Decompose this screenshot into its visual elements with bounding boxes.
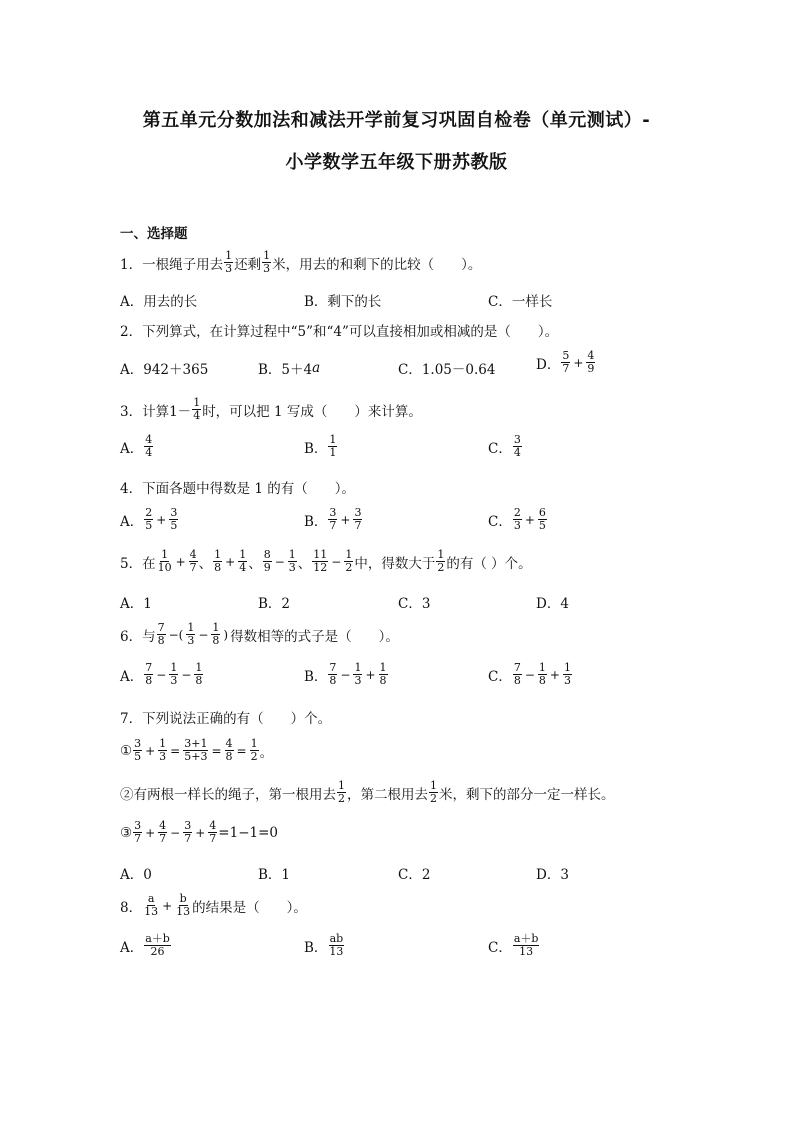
q3-b-prefix: B．	[304, 440, 328, 457]
q4-c-fraction-2: $\frac{6}{5}$	[538, 506, 546, 532]
q6-a-fraction-1: $\frac{7}{8}$	[145, 661, 153, 687]
q6-a-fraction-3: $\frac{1}{8}$	[195, 661, 203, 687]
q4-option-b[interactable]	[304, 507, 363, 532]
q4-a-prefix: A．	[120, 513, 144, 530]
q5-e1-fraction-1: $\frac{1}{10}$	[157, 548, 172, 574]
q6-b-prefix: B．	[304, 668, 328, 685]
q6-c-fraction-3: $\frac{1}{3}$	[563, 661, 571, 687]
q7-statement-2	[120, 780, 615, 805]
q6-fraction-1: $\frac{7}{8}$	[157, 621, 165, 647]
q6-b-fraction-2: $\frac{1}{3}$	[354, 661, 362, 687]
q3-text-1: 3．计算1－	[120, 403, 192, 420]
question-1	[120, 250, 481, 275]
section-heading: 一、选择题	[120, 226, 188, 242]
q3-option-b[interactable]	[304, 434, 338, 459]
q4-a-fraction-1: $\frac{2}{5}$	[145, 506, 153, 532]
q4-b-fraction-2: $\frac{3}{7}$	[354, 506, 362, 532]
q8-fraction-1: $\frac{a}{13}$	[144, 892, 159, 918]
q6-b-fraction-1: $\frac{7}{8}$	[329, 661, 337, 687]
q7-s2-text-2: ，第二根用去	[347, 786, 428, 803]
q6-fraction-3: $\frac{1}{8}$	[212, 621, 220, 647]
q3-b-fraction: $\frac{1}{1}$	[329, 433, 337, 459]
q4-c-fraction-1: $\frac{2}{3}$	[513, 506, 521, 532]
q5-separator-1: 、	[198, 555, 213, 572]
q2-d-fraction-2: $\frac{4}{9}$	[587, 349, 595, 375]
q7-s3-operator-3: +	[195, 825, 206, 840]
q4-c-prefix: C．	[488, 513, 512, 530]
q6-a-fraction-2: $\frac{1}{3}$	[170, 661, 178, 687]
q1-text-2: 还剩	[234, 256, 262, 273]
q8-option-a[interactable]	[120, 933, 172, 958]
q7-option-b[interactable]: B．1	[258, 867, 291, 883]
q6-text-1: 6．与	[120, 628, 156, 645]
q6-a-operator-1: −	[156, 667, 167, 682]
q7-s3-fraction-2: $\frac{4}{7}$	[159, 819, 167, 845]
q1-option-a[interactable]: A．用去的长	[120, 294, 198, 310]
q5-e1-operator: +	[175, 554, 186, 569]
q2-d-fraction-1: $\frac{5}{7}$	[562, 349, 570, 375]
q5-e4-fraction-1: $\frac{11}{12}$	[313, 548, 328, 574]
q5-option-a[interactable]: A．1	[120, 596, 152, 612]
q7-s2-fraction-2: $\frac{1}{2}$	[430, 779, 437, 805]
q7-s1-marker: ①	[120, 742, 133, 759]
q6-c-operator-1: −	[524, 667, 535, 682]
q5-e4-fraction-2: $\frac{1}{2}$	[345, 548, 353, 574]
q6-a-prefix: A．	[120, 668, 144, 685]
q2-option-b-variable: a	[312, 360, 321, 376]
q4-c-operator: +	[524, 512, 535, 527]
q5-separator-3: 、	[297, 555, 312, 572]
question-2: 2．下列算式，在计算过程中“5”和“4”可以直接相加或相减的是（ ）。	[120, 324, 559, 340]
q7-s3-end: =1−1=0	[218, 824, 278, 841]
q5-option-b[interactable]: B．2	[258, 596, 291, 612]
q8-operator: +	[162, 898, 173, 913]
q3-fraction: $\frac{1}{4}$	[193, 396, 201, 422]
q7-s3-fraction-4: $\frac{4}{7}$	[209, 819, 217, 845]
q7-s1-fraction-2: $\frac{1}{3}$	[159, 737, 167, 763]
q7-option-d[interactable]: D．3	[536, 867, 569, 883]
q7-statement-1	[120, 738, 273, 763]
q3-text-2: 时，可以把 1 写成（ ）来计算。	[202, 403, 422, 420]
q2-option-d-prefix: D．	[536, 356, 561, 373]
q6-c-operator-2: +	[549, 667, 560, 682]
question-6	[120, 622, 399, 647]
question-5	[120, 549, 532, 574]
q3-option-c[interactable]	[488, 434, 523, 459]
q8-option-b[interactable]	[304, 933, 345, 958]
q6-option-b[interactable]	[304, 662, 389, 687]
q8-number: 8．	[120, 899, 143, 916]
q1-number: 1．	[120, 256, 143, 273]
q7-s1-fraction-1: $\frac{3}{5}$	[134, 737, 142, 763]
q4-option-a[interactable]	[120, 507, 179, 532]
q5-e3-fraction-1: $\frac{8}{9}$	[263, 548, 271, 574]
q7-s1-operator-3: =	[211, 743, 222, 758]
q3-c-fraction: $\frac{3}{4}$	[513, 433, 521, 459]
q8-c-fraction: $\frac{a+b}{13}$	[513, 932, 539, 958]
q6-c-fraction-1: $\frac{7}{8}$	[513, 661, 521, 687]
q5-fraction-half: $\frac{1}{2}$	[437, 548, 445, 574]
q6-c-fraction-2: $\frac{1}{8}$	[538, 661, 546, 687]
q7-s1-operator-4: =	[236, 743, 247, 758]
question-3	[120, 397, 422, 422]
q6-c-prefix: C．	[488, 668, 512, 685]
q6-operator-3: )	[223, 627, 229, 642]
q5-option-c[interactable]: C．3	[398, 596, 431, 612]
q7-s2-text-1: ②有两根一样长的绳子，第一根用去	[120, 786, 336, 803]
q5-text-3: 的有（ ）个。	[446, 555, 532, 572]
q2-d-operator: +	[573, 355, 584, 370]
q4-b-fraction-1: $\frac{3}{7}$	[329, 506, 337, 532]
title-line-2: 小学数学五年级下册苏教版	[285, 152, 508, 173]
q6-text-2: 得数相等的式子是（ ）。	[230, 628, 399, 645]
q8-b-fraction: $\frac{ab}{13}$	[329, 932, 344, 958]
q6-b-fraction-3: $\frac{1}{8}$	[379, 661, 387, 687]
q2-option-b[interactable]	[258, 358, 320, 378]
q4-a-operator: +	[156, 512, 167, 527]
q6-fraction-2: $\frac{1}{3}$	[187, 621, 195, 647]
q5-e3-operator: −	[274, 554, 285, 569]
q3-option-a[interactable]	[120, 434, 154, 459]
question-4: 4．下面各题中得数是 1 的有（ ）。	[120, 481, 356, 497]
q5-e3-fraction-2: $\frac{1}{3}$	[288, 548, 296, 574]
q2-option-d[interactable]	[536, 350, 596, 375]
q8-a-fraction: $\frac{a+b}{26}$	[145, 932, 170, 958]
q2-option-c[interactable]: C．1.05－0.64	[398, 362, 496, 378]
q1-option-b[interactable]: B．剩下的长	[304, 294, 382, 310]
q4-a-fraction-2: $\frac{3}{5}$	[170, 506, 178, 532]
q5-e2-fraction-1: $\frac{1}{8}$	[214, 548, 222, 574]
question-7: 7．下列说法正确的有（ ）个。	[120, 711, 332, 727]
q8-a-prefix: A．	[120, 939, 144, 956]
q7-option-c[interactable]: C．2	[398, 867, 431, 883]
q7-s1-fraction-5: $\frac{1}{2}$	[250, 737, 258, 763]
q7-s1-operator-1: +	[145, 743, 156, 758]
q8-fraction-2: $\frac{b}{13}$	[176, 892, 191, 918]
q6-option-a[interactable]	[120, 662, 204, 687]
q7-s3-fraction-3: $\frac{3}{7}$	[184, 819, 192, 845]
q2-option-b-prefix: B．5＋4	[258, 362, 313, 378]
q7-s3-operator-2: −	[170, 825, 181, 840]
q6-b-operator-1: −	[340, 667, 351, 682]
q7-s1-fraction-3: $\frac{3+1}{5+3}$	[184, 737, 208, 763]
q1-fraction-2: $\frac{1}{3}$	[263, 249, 271, 275]
q6-b-operator-2: +	[365, 667, 376, 682]
q8-option-c[interactable]	[488, 933, 540, 958]
q6-a-operator-2: −	[181, 667, 192, 682]
q5-separator-2: 、	[248, 555, 262, 572]
q1-fraction-1: $\frac{1}{3}$	[225, 249, 233, 275]
q6-operator-2: −	[198, 627, 209, 642]
q1-text-1: 一根绳子用去	[142, 256, 224, 273]
q4-b-prefix: B．	[304, 513, 328, 530]
q7-s3-marker: ③	[120, 824, 133, 841]
q2-option-a[interactable]: A．942＋365	[120, 362, 209, 378]
q3-a-fraction: $\frac{4}{4}$	[145, 433, 153, 459]
q6-operator-1: −(	[168, 627, 184, 642]
q5-e2-operator: +	[225, 554, 236, 569]
q7-s3-fraction-1: $\frac{3}{7}$	[134, 819, 142, 845]
question-8	[120, 893, 307, 918]
q5-text-2: 中，得数大于	[354, 555, 436, 572]
q3-a-prefix: A．	[120, 440, 144, 457]
q4-option-c[interactable]	[488, 507, 548, 532]
q1-option-c[interactable]: C．一样长	[488, 294, 553, 310]
q7-s2-fraction-1: $\frac{1}{2}$	[338, 779, 345, 805]
q1-text-3: 米，用去的和剩下的比较（ ）。	[272, 256, 482, 273]
q5-e1-fraction-2: $\frac{4}{7}$	[189, 548, 197, 574]
q7-s1-end: 。	[259, 744, 274, 761]
q5-option-d[interactable]: D．4	[536, 596, 569, 612]
q7-s1-fraction-4: $\frac{4}{8}$	[225, 737, 233, 763]
q5-text-1: 5．在	[120, 555, 156, 572]
q5-e4-operator: −	[331, 554, 342, 569]
q8-text: 的结果是（ ）。	[192, 899, 307, 916]
q6-option-c[interactable]	[488, 662, 573, 687]
q8-c-prefix: C．	[488, 939, 512, 956]
q8-b-prefix: B．	[304, 939, 328, 956]
q7-s3-operator-1: +	[145, 825, 156, 840]
q7-s1-operator-2: =	[170, 743, 181, 758]
q4-b-operator: +	[340, 512, 351, 527]
q7-s2-text-3: 米，剩下的部分一定一样长。	[439, 786, 615, 803]
q7-statement-3	[120, 820, 278, 845]
q3-c-prefix: C．	[488, 440, 512, 457]
q7-option-a[interactable]: A．0	[120, 867, 152, 883]
title-line-1: 第五单元分数加法和减法开学前复习巩固自检卷（单元测试）-	[142, 110, 651, 131]
q5-e2-fraction-2: $\frac{1}{4}$	[239, 548, 247, 574]
